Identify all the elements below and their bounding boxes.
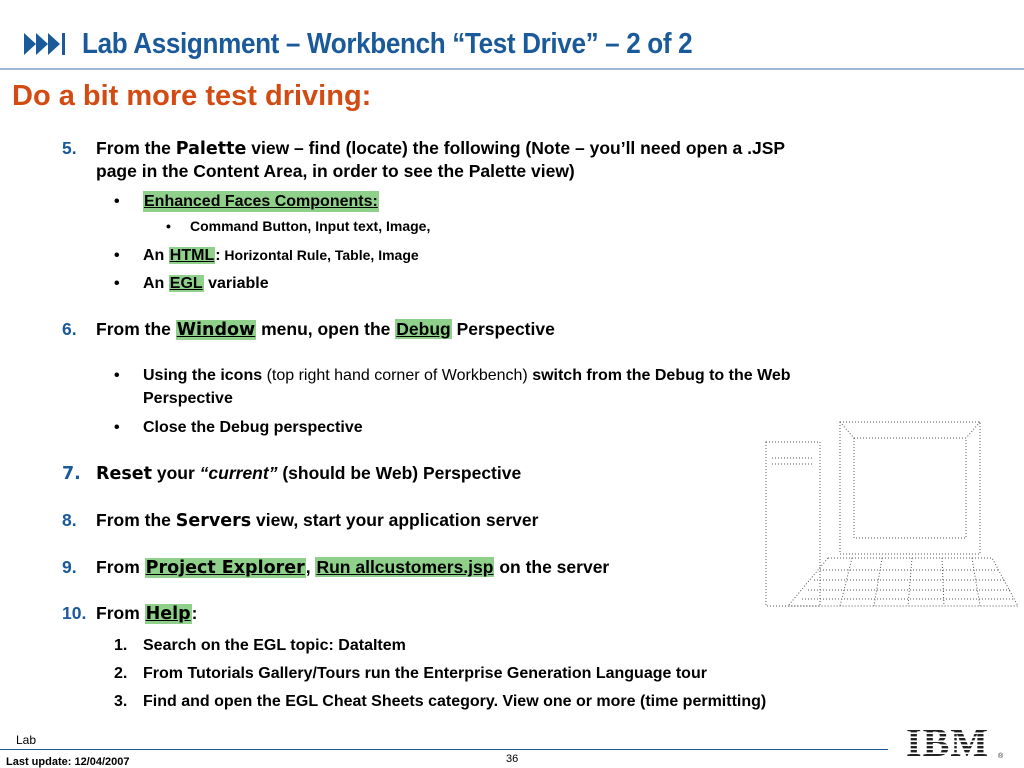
help-term: Help	[145, 604, 191, 624]
list-item-5-line2: page in the Content Area, in order to see the Palette view)	[96, 161, 575, 181]
list-item-5	[62, 137, 77, 160]
title-bar	[22, 22, 760, 66]
egl-label: EGL	[169, 275, 203, 292]
palette-term: Palette	[175, 139, 247, 159]
sub-item-close-debug: • Close the Debug perspective	[114, 419, 363, 436]
list-item-8-text: From the Servers view, start your application server	[96, 510, 539, 531]
item-number: 9.	[62, 557, 77, 577]
sub-item-egl: • An EGL variable	[114, 275, 269, 292]
nav-forward-end-icon[interactable]	[22, 30, 74, 58]
list-item-9	[62, 556, 77, 579]
svg-text:IBM: IBM	[906, 722, 989, 762]
list-item-6	[62, 318, 77, 341]
reset-term: Reset	[96, 464, 152, 484]
project-explorer-term: Project Explorer	[145, 558, 305, 578]
title-divider	[0, 68, 1024, 70]
item-number: 10.	[62, 603, 87, 623]
ibm-logo	[904, 722, 1006, 762]
last-update: Last update: 12/04/2007	[6, 756, 130, 768]
item-number: 5.	[62, 138, 77, 158]
window-term: Window	[176, 320, 256, 340]
item-number: 8.	[62, 510, 77, 530]
list-item-7-text: Reset your “current” (should be Web) Perspective	[96, 463, 522, 484]
footer-divider	[0, 749, 888, 750]
sub-item-icons-line2: Perspective	[143, 390, 233, 407]
slide-title: Lab Assignment – Workbench “Test Drive” – 2 of 2	[82, 27, 693, 60]
list-item-9-text: From Project Explorer, Run allcustomers.jsp on the server	[96, 557, 610, 578]
sub-item-html: • An HTML: Horizontal Rule, Table, Image	[114, 247, 419, 264]
help-sub-1: 1. Search on the EGL topic: DataItem	[114, 637, 406, 654]
efc-label: Enhanced Faces Components:	[144, 193, 378, 210]
help-sub-2: 2. From Tutorials Gallery/Tours run the Enterprise Generation Language tour	[114, 665, 707, 682]
list-item-10-text: From Help:	[96, 603, 198, 624]
html-label: HTML	[169, 247, 215, 264]
servers-term: Servers	[175, 511, 252, 531]
debug-term: Debug	[396, 319, 451, 339]
item-number: 7.	[62, 464, 81, 484]
list-item-10	[62, 602, 86, 625]
list-item-7	[62, 462, 81, 486]
footer-lab-label: Lab	[16, 733, 37, 747]
sub-item-icons: • Using the icons (top right hand corner of Workbench) switch from the Debug to the Web	[114, 367, 791, 384]
list-item-5-text: From the Palette view – find (locate) the following (Note – you’ll need open a .JSP	[96, 138, 786, 159]
item-number: 6.	[62, 319, 77, 339]
run-jsp-term: Run allcustomers.jsp	[316, 557, 494, 577]
list-item-6-text: From the Window menu, open the Debug Perspective	[96, 319, 555, 340]
help-sub-3: 3. Find and open the EGL Cheat Sheets category. View one or more (time permitting)	[114, 693, 767, 710]
computer-illustration	[762, 418, 1024, 614]
sub-item-efc: • Enhanced Faces Components:	[114, 193, 378, 210]
section-heading: Do a bit more test driving:	[12, 80, 372, 112]
sub-sub-item: • Command Button, Input text, Image,	[166, 218, 431, 234]
page-number: 36	[506, 753, 519, 765]
list-item-8	[62, 509, 77, 532]
svg-text:®: ®	[998, 753, 1004, 760]
